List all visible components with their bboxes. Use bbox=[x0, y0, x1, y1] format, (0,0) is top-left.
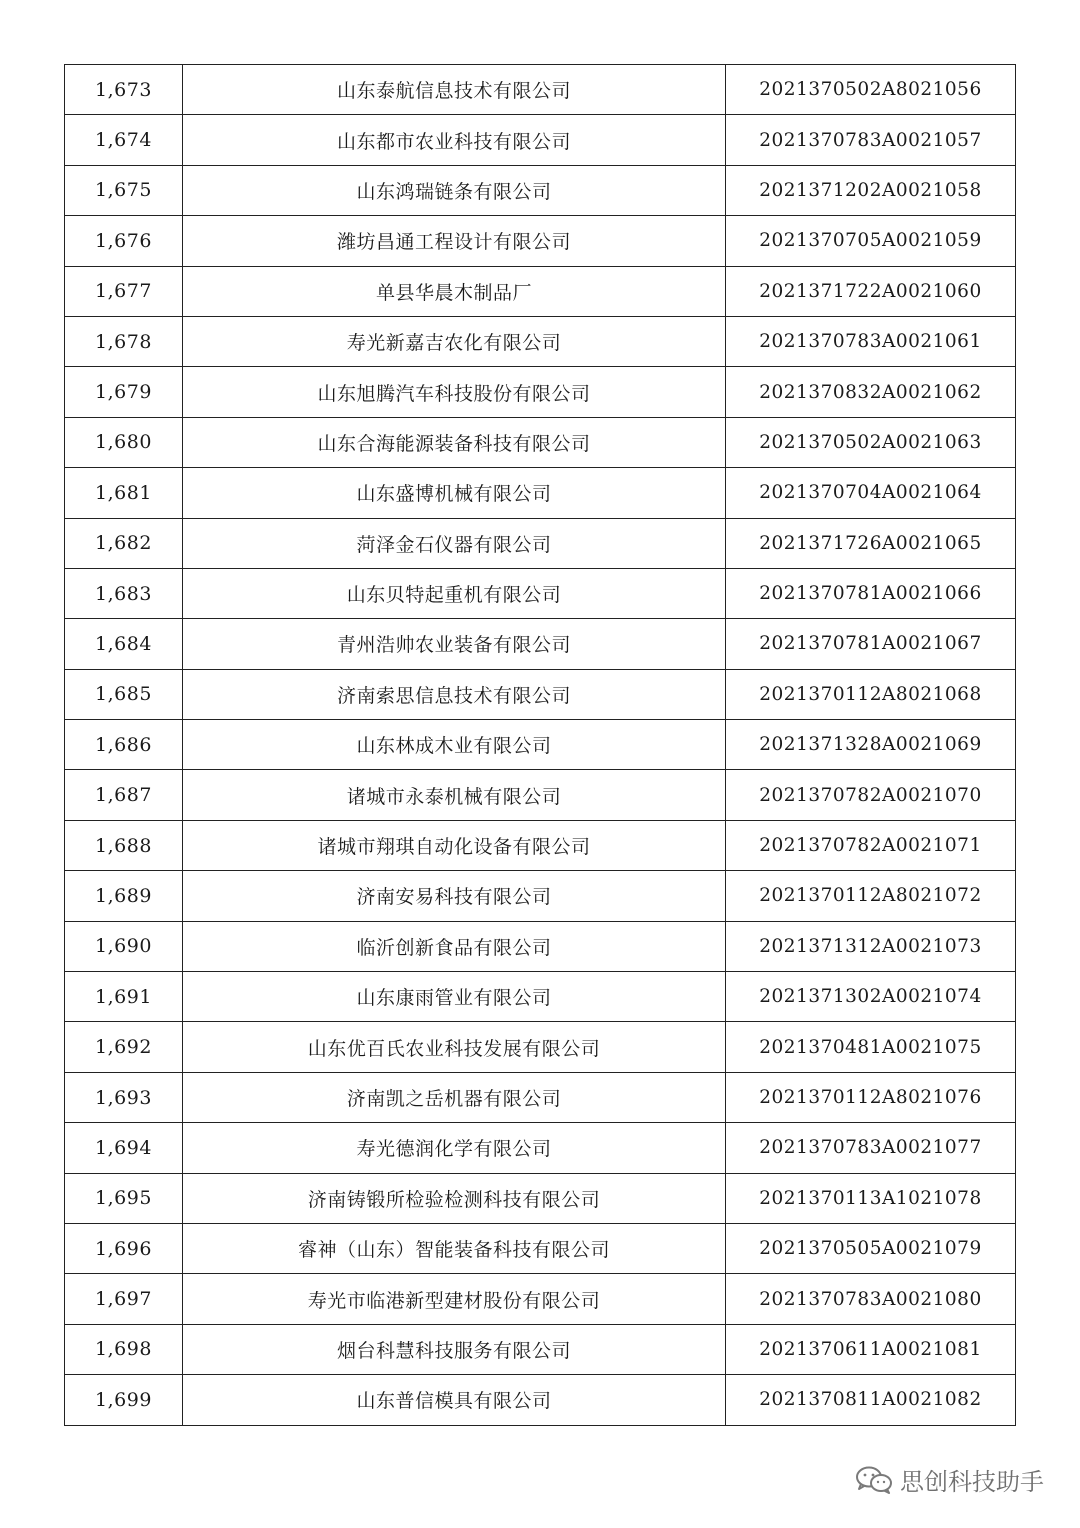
registration-code: 2021370481A0021075 bbox=[726, 1022, 1016, 1072]
table-row bbox=[65, 1123, 1016, 1173]
table-row bbox=[65, 65, 1016, 115]
table-row bbox=[65, 871, 1016, 921]
table-row bbox=[65, 216, 1016, 266]
registration-code: 2021370113A1021078 bbox=[726, 1173, 1016, 1223]
company-name: 山东泰航信息技术有限公司 bbox=[183, 65, 726, 115]
registration-code: 2021370505A0021079 bbox=[726, 1223, 1016, 1273]
row-number: 1,689 bbox=[65, 871, 183, 921]
registration-code: 2021370781A0021066 bbox=[726, 568, 1016, 618]
table-row bbox=[65, 820, 1016, 870]
row-number: 1,673 bbox=[65, 65, 183, 115]
table-row bbox=[65, 316, 1016, 366]
row-number: 1,683 bbox=[65, 568, 183, 618]
table-row bbox=[65, 367, 1016, 417]
wechat-icon bbox=[854, 1465, 894, 1495]
company-name: 济南铸锻所检验检测科技有限公司 bbox=[183, 1173, 726, 1223]
company-table bbox=[64, 64, 1016, 1426]
registration-code: 2021370705A0021059 bbox=[726, 216, 1016, 266]
table-row bbox=[65, 568, 1016, 618]
company-name: 临沂创新食品有限公司 bbox=[183, 921, 726, 971]
company-name: 潍坊昌通工程设计有限公司 bbox=[183, 216, 726, 266]
registration-code: 2021370704A0021064 bbox=[726, 468, 1016, 518]
table-row bbox=[65, 417, 1016, 467]
table-row bbox=[65, 972, 1016, 1022]
registration-code: 2021370112A8021076 bbox=[726, 1072, 1016, 1122]
company-name: 山东林成木业有限公司 bbox=[183, 720, 726, 770]
row-number: 1,678 bbox=[65, 316, 183, 366]
row-number: 1,690 bbox=[65, 921, 183, 971]
row-number: 1,677 bbox=[65, 266, 183, 316]
company-name: 菏泽金石仪器有限公司 bbox=[183, 518, 726, 568]
registration-code: 2021371312A0021073 bbox=[726, 921, 1016, 971]
registration-code: 2021370782A0021070 bbox=[726, 770, 1016, 820]
row-number: 1,685 bbox=[65, 669, 183, 719]
table-row bbox=[65, 669, 1016, 719]
table-row bbox=[65, 115, 1016, 165]
company-name: 青州浩帅农业装备有限公司 bbox=[183, 619, 726, 669]
row-number: 1,676 bbox=[65, 216, 183, 266]
registration-code: 2021370611A0021081 bbox=[726, 1324, 1016, 1374]
company-name: 诸城市永泰机械有限公司 bbox=[183, 770, 726, 820]
registration-code: 2021370112A8021072 bbox=[726, 871, 1016, 921]
table-row bbox=[65, 1173, 1016, 1223]
company-name: 单县华晨木制品厂 bbox=[183, 266, 726, 316]
table-row bbox=[65, 770, 1016, 820]
company-table-container bbox=[64, 64, 1015, 1426]
registration-code: 2021371302A0021074 bbox=[726, 972, 1016, 1022]
table-row bbox=[65, 165, 1016, 215]
table-row bbox=[65, 468, 1016, 518]
company-name: 山东康雨管业有限公司 bbox=[183, 972, 726, 1022]
company-name: 山东旭腾汽车科技股份有限公司 bbox=[183, 367, 726, 417]
table-row bbox=[65, 1022, 1016, 1072]
row-number: 1,688 bbox=[65, 820, 183, 870]
row-number: 1,682 bbox=[65, 518, 183, 568]
table-row bbox=[65, 1274, 1016, 1324]
row-number: 1,692 bbox=[65, 1022, 183, 1072]
table-row bbox=[65, 518, 1016, 568]
watermark-text: 思创科技助手 bbox=[900, 1468, 1044, 1496]
table-row bbox=[65, 1375, 1016, 1425]
row-number: 1,691 bbox=[65, 972, 183, 1022]
registration-code: 2021370783A0021080 bbox=[726, 1274, 1016, 1324]
row-number: 1,698 bbox=[65, 1324, 183, 1374]
row-number: 1,699 bbox=[65, 1375, 183, 1425]
company-name: 寿光新嘉吉农化有限公司 bbox=[183, 316, 726, 366]
company-name: 烟台科慧科技服务有限公司 bbox=[183, 1324, 726, 1374]
registration-code: 2021370502A8021056 bbox=[726, 65, 1016, 115]
company-name: 山东合海能源装备科技有限公司 bbox=[183, 417, 726, 467]
registration-code: 2021370783A0021077 bbox=[726, 1123, 1016, 1173]
registration-code: 2021370811A0021082 bbox=[726, 1375, 1016, 1425]
company-name: 山东都市农业科技有限公司 bbox=[183, 115, 726, 165]
table-row bbox=[65, 921, 1016, 971]
company-name: 济南凯之岳机器有限公司 bbox=[183, 1072, 726, 1122]
company-name: 山东普信模具有限公司 bbox=[183, 1375, 726, 1425]
company-name: 寿光德润化学有限公司 bbox=[183, 1123, 726, 1173]
company-name: 山东优百氏农业科技发展有限公司 bbox=[183, 1022, 726, 1072]
row-number: 1,680 bbox=[65, 417, 183, 467]
row-number: 1,687 bbox=[65, 770, 183, 820]
table-row bbox=[65, 720, 1016, 770]
row-number: 1,674 bbox=[65, 115, 183, 165]
company-name: 济南安易科技有限公司 bbox=[183, 871, 726, 921]
row-number: 1,694 bbox=[65, 1123, 183, 1173]
registration-code: 2021371726A0021065 bbox=[726, 518, 1016, 568]
registration-code: 2021371202A0021058 bbox=[726, 165, 1016, 215]
company-name: 睿神（山东）智能装备科技有限公司 bbox=[183, 1223, 726, 1273]
registration-code: 2021370502A0021063 bbox=[726, 417, 1016, 467]
table-row bbox=[65, 619, 1016, 669]
table-row bbox=[65, 266, 1016, 316]
watermark bbox=[854, 1462, 1044, 1497]
registration-code: 2021370782A0021071 bbox=[726, 820, 1016, 870]
table-row bbox=[65, 1223, 1016, 1273]
company-name: 山东贝特起重机有限公司 bbox=[183, 568, 726, 618]
registration-code: 2021370783A0021057 bbox=[726, 115, 1016, 165]
company-name: 寿光市临港新型建材股份有限公司 bbox=[183, 1274, 726, 1324]
registration-code: 2021370112A8021068 bbox=[726, 669, 1016, 719]
row-number: 1,696 bbox=[65, 1223, 183, 1273]
registration-code: 2021371722A0021060 bbox=[726, 266, 1016, 316]
row-number: 1,681 bbox=[65, 468, 183, 518]
row-number: 1,695 bbox=[65, 1173, 183, 1223]
row-number: 1,693 bbox=[65, 1072, 183, 1122]
row-number: 1,679 bbox=[65, 367, 183, 417]
company-name: 山东鸿瑞链条有限公司 bbox=[183, 165, 726, 215]
table-row bbox=[65, 1072, 1016, 1122]
registration-code: 2021370781A0021067 bbox=[726, 619, 1016, 669]
registration-code: 2021371328A0021069 bbox=[726, 720, 1016, 770]
row-number: 1,684 bbox=[65, 619, 183, 669]
row-number: 1,675 bbox=[65, 165, 183, 215]
row-number: 1,686 bbox=[65, 720, 183, 770]
registration-code: 2021370783A0021061 bbox=[726, 316, 1016, 366]
row-number: 1,697 bbox=[65, 1274, 183, 1324]
company-name: 济南索思信息技术有限公司 bbox=[183, 669, 726, 719]
table-body bbox=[65, 65, 1016, 1426]
table-row bbox=[65, 1324, 1016, 1374]
registration-code: 2021370832A0021062 bbox=[726, 367, 1016, 417]
company-name: 山东盛博机械有限公司 bbox=[183, 468, 726, 518]
company-name: 诸城市翔琪自动化设备有限公司 bbox=[183, 820, 726, 870]
